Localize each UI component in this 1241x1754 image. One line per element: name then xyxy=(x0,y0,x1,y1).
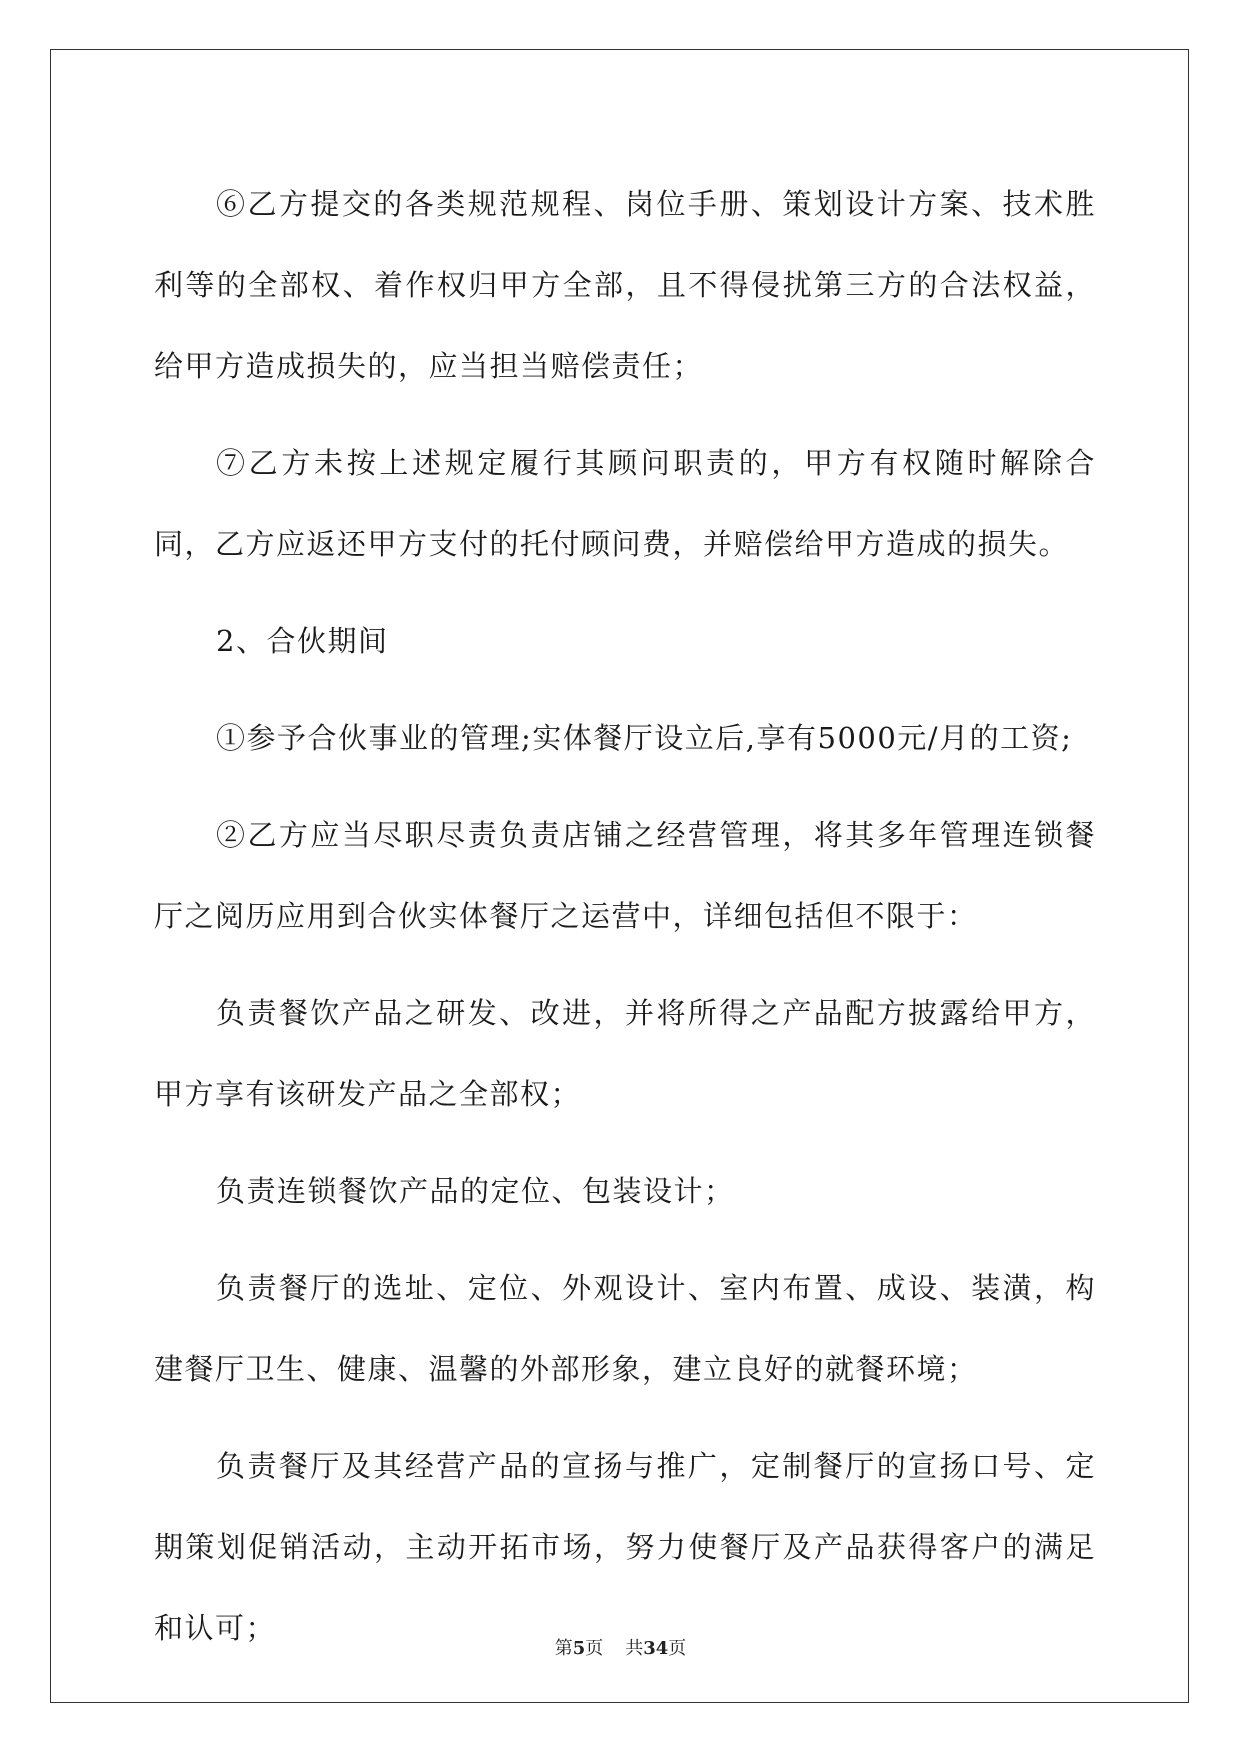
footer-page-suffix: 页 xyxy=(585,1638,604,1659)
paragraph-restaurant-design: 负责餐厅的选址、定位、外观设计、室内布置、成设、装潢，构建餐厅卫生、健康、温馨的外部形象，建立良好的就餐环境； xyxy=(154,1271,1096,1386)
footer-total-prefix: 共 xyxy=(625,1638,644,1659)
footer-page-number: 5 xyxy=(572,1638,586,1659)
paragraph-product-development: 负责餐饮产品之研发、改进，并将所得之产品配方披露给甲方，甲方享有该研发产品之全部权； xyxy=(154,996,1096,1111)
paragraph-packaging-design: 负责连锁餐饮产品的定位、包装设计； xyxy=(216,1174,735,1208)
paragraph-clause-7: ⑦乙方未按上述规定履行其顾问职责的，甲方有权随时解除合同，乙方应返还甲方支付的托付顾问费，并赔偿给甲方造成的损失。 xyxy=(154,446,1096,561)
footer-total-suffix: 页 xyxy=(668,1638,687,1659)
paragraph-item-1: ①参予合伙事业的管理;实体餐厅设立后,享有5000元/月的工资; xyxy=(216,721,1073,755)
paragraph-clause-6: ⑥乙方提交的各类规范规程、岗位手册、策划设计方案、技术胜利等的全部权、着作权归甲方全部，且不得侵扰第三方的合法权益，给甲方造成损失的，应当担当赔偿责任； xyxy=(154,187,1096,383)
paragraph-item-2: ②乙方应当尽职尽责负责店铺之经营管理，将其多年管理连锁餐厅之阅历应用到合伙实体餐厅之运营中，详细包括但不限于： xyxy=(154,818,1096,933)
section-heading-partnership-period: 2、合伙期间 xyxy=(216,624,389,658)
document-body xyxy=(154,164,1096,1685)
page-footer xyxy=(0,1634,1241,1660)
paragraph-promotion: 负责餐厅及其经营产品的宣扬与推广，定制餐厅的宣扬口号、定期策划促销活动，主动开拓市场，努力使餐厅及产品获得客户的满足和认可； xyxy=(154,1449,1096,1645)
footer-total-pages: 34 xyxy=(643,1638,669,1659)
footer-prefix: 第 xyxy=(554,1638,573,1659)
